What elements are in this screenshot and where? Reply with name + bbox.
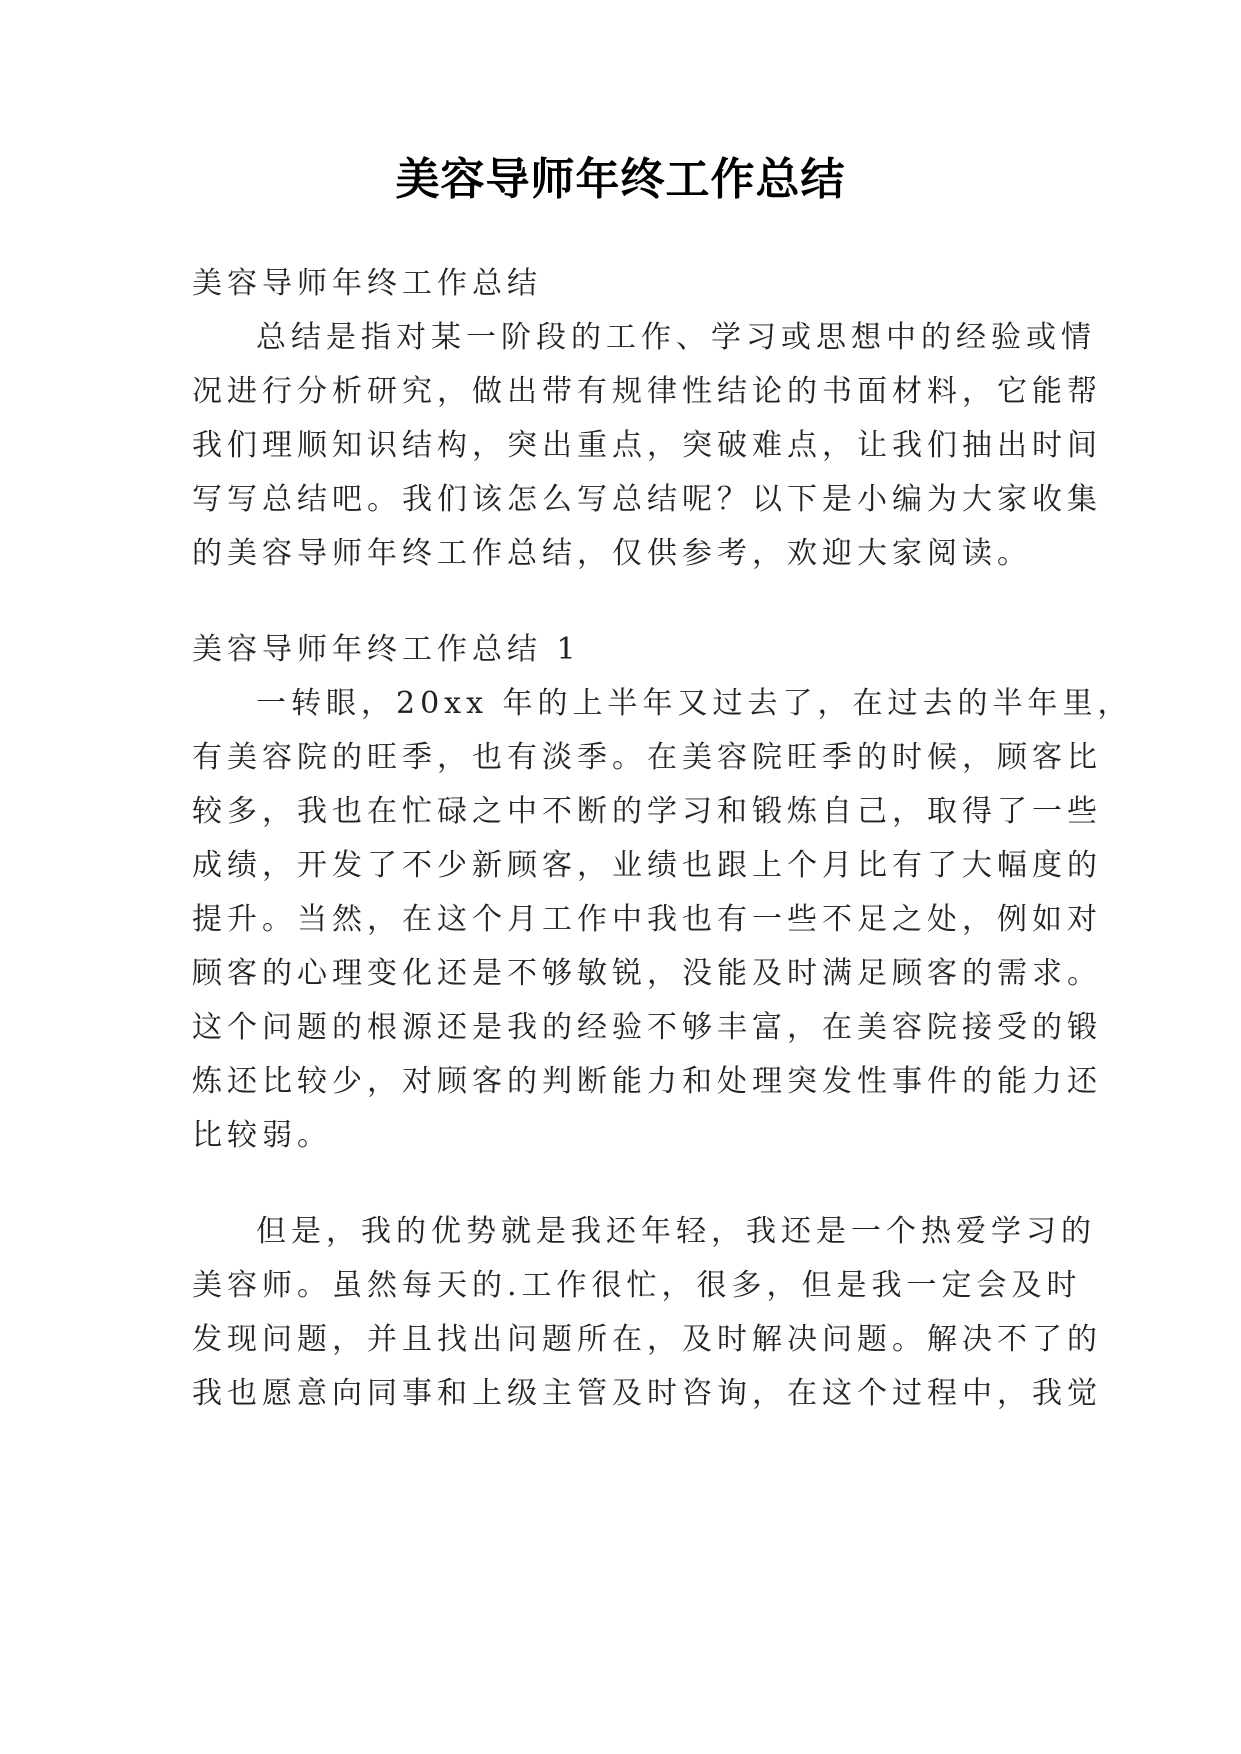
body-line: 成绩，开发了不少新顾客，业绩也跟上个月比有了大幅度的 [192,848,1102,883]
body-line: 发现问题，并且找出问题所在，及时解决问题。解决不了的 [192,1322,1102,1357]
body-line: 比较弱。 [192,1118,332,1153]
intro-line: 的美容导师年终工作总结，仅供参考，欢迎大家阅读。 [192,536,1032,571]
intro-line: 写写总结吧。我们该怎么写总结呢？以下是小编为大家收集 [192,482,1102,517]
subtitle: 美容导师年终工作总结 [192,266,542,301]
body-line: 较多，我也在忙碌之中不断的学习和锻炼自己，取得了一些 [192,794,1102,829]
body-line: 提升。当然，在这个月工作中我也有一些不足之处，例如对 [192,902,1102,937]
body-line: 有美容院的旺季，也有淡季。在美容院旺季的时候，顾客比 [192,740,1102,775]
body-line: 美容师。虽然每天的.工作很忙，很多，但是我一定会及时 [192,1268,1082,1303]
document-title: 美容导师年终工作总结 [395,154,846,205]
section-heading: 美容导师年终工作总结 1 [192,632,581,667]
body-line: 但是，我的优势就是我还年轻，我还是一个热爱学习的 [256,1214,1096,1249]
body-line: 一转眼，20xx 年的上半年又过去了，在过去的半年里， [256,686,1133,721]
body-line: 我也愿意向同事和上级主管及时咨询，在这个过程中，我觉 [192,1376,1102,1411]
body-line: 顾客的心理变化还是不够敏锐，没能及时满足顾客的需求。 [192,956,1102,991]
body-line: 炼还比较少，对顾客的判断能力和处理突发性事件的能力还 [192,1064,1102,1099]
intro-line: 况进行分析研究，做出带有规律性结论的书面材料，它能帮 [192,374,1102,409]
intro-line: 总结是指对某一阶段的工作、学习或思想中的经验或情 [256,320,1096,355]
intro-line: 我们理顺知识结构，突出重点，突破难点，让我们抽出时间 [192,428,1102,463]
body-line: 这个问题的根源还是我的经验不够丰富，在美容院接受的锻 [192,1010,1102,1045]
